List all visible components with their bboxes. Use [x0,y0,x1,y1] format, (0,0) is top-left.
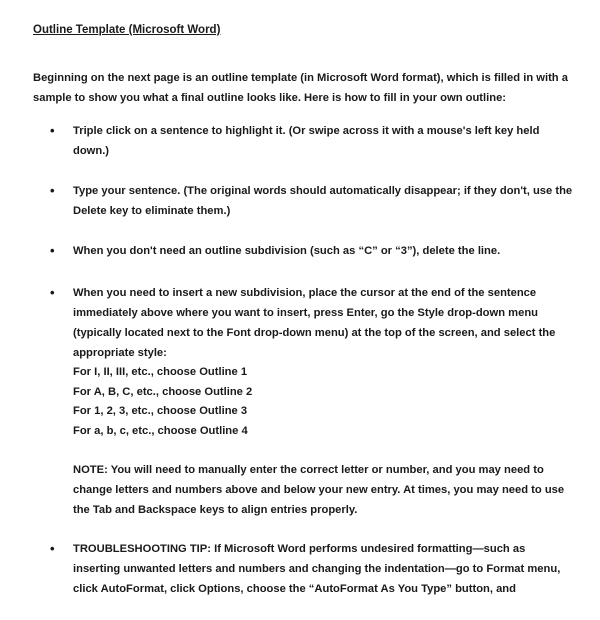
bullet-marker: • [50,541,55,556]
style-line: For a, b, c, etc., choose Outline 4 [73,425,248,437]
bullet-marker: • [50,183,55,198]
document-title: Outline Template (Microsoft Word) [33,24,221,36]
bullet-item-delete-subdivision: When you don't need an outline subdivision (such as “C” or “3”), delete the line. [73,245,501,257]
style-line: For I, II, III, etc., choose Outline 1 [73,366,248,378]
bullet-marker: • [50,285,55,300]
bullet-item-troubleshooting: TROUBLESHOOTING TIP: If Microsoft Word performs undesired formatting—such as inserting unwanted letters and numbers and changing the indentation—go to Format menu, click AutoFormat, click Options, choose the “AutoFormat As You Type” button, and [73,543,561,595]
bullet-marker: • [50,123,55,138]
bullet-item-insert-subdivision: When you need to insert a new subdivision, place the cursor at the end of the sentence immediately above where you want to insert, press Enter, go the Style drop-down menu (typically located next to the Font drop-down menu) at the top of the screen, and select the appropriate style: [73,287,556,359]
intro-paragraph: Beginning on the next page is an outline template (in Microsoft Word format), which is filled in with a sample to show you what a final outline looks like. Here is how to fill in your own outline: [33,72,568,104]
bullet-item-type-sentence: Type your sentence. (The original words should automatically disappear; if they don't, use the Delete key to eliminate them.) [73,185,573,217]
bullet-item-highlight: Triple click on a sentence to highlight it. (Or swipe across it with a mouse's left key held down.) [73,125,540,157]
style-line: For 1, 2, 3, etc., choose Outline 3 [73,405,248,417]
note-paragraph: NOTE: You will need to manually enter the correct letter or number, and you may need to change letters and numbers above and below your new entry. At times, you may need to use the Tab and Backspace keys to align entries properly. [73,464,565,516]
style-line: For A, B, C, etc., choose Outline 2 [73,386,253,398]
bullet-marker: • [50,243,55,258]
